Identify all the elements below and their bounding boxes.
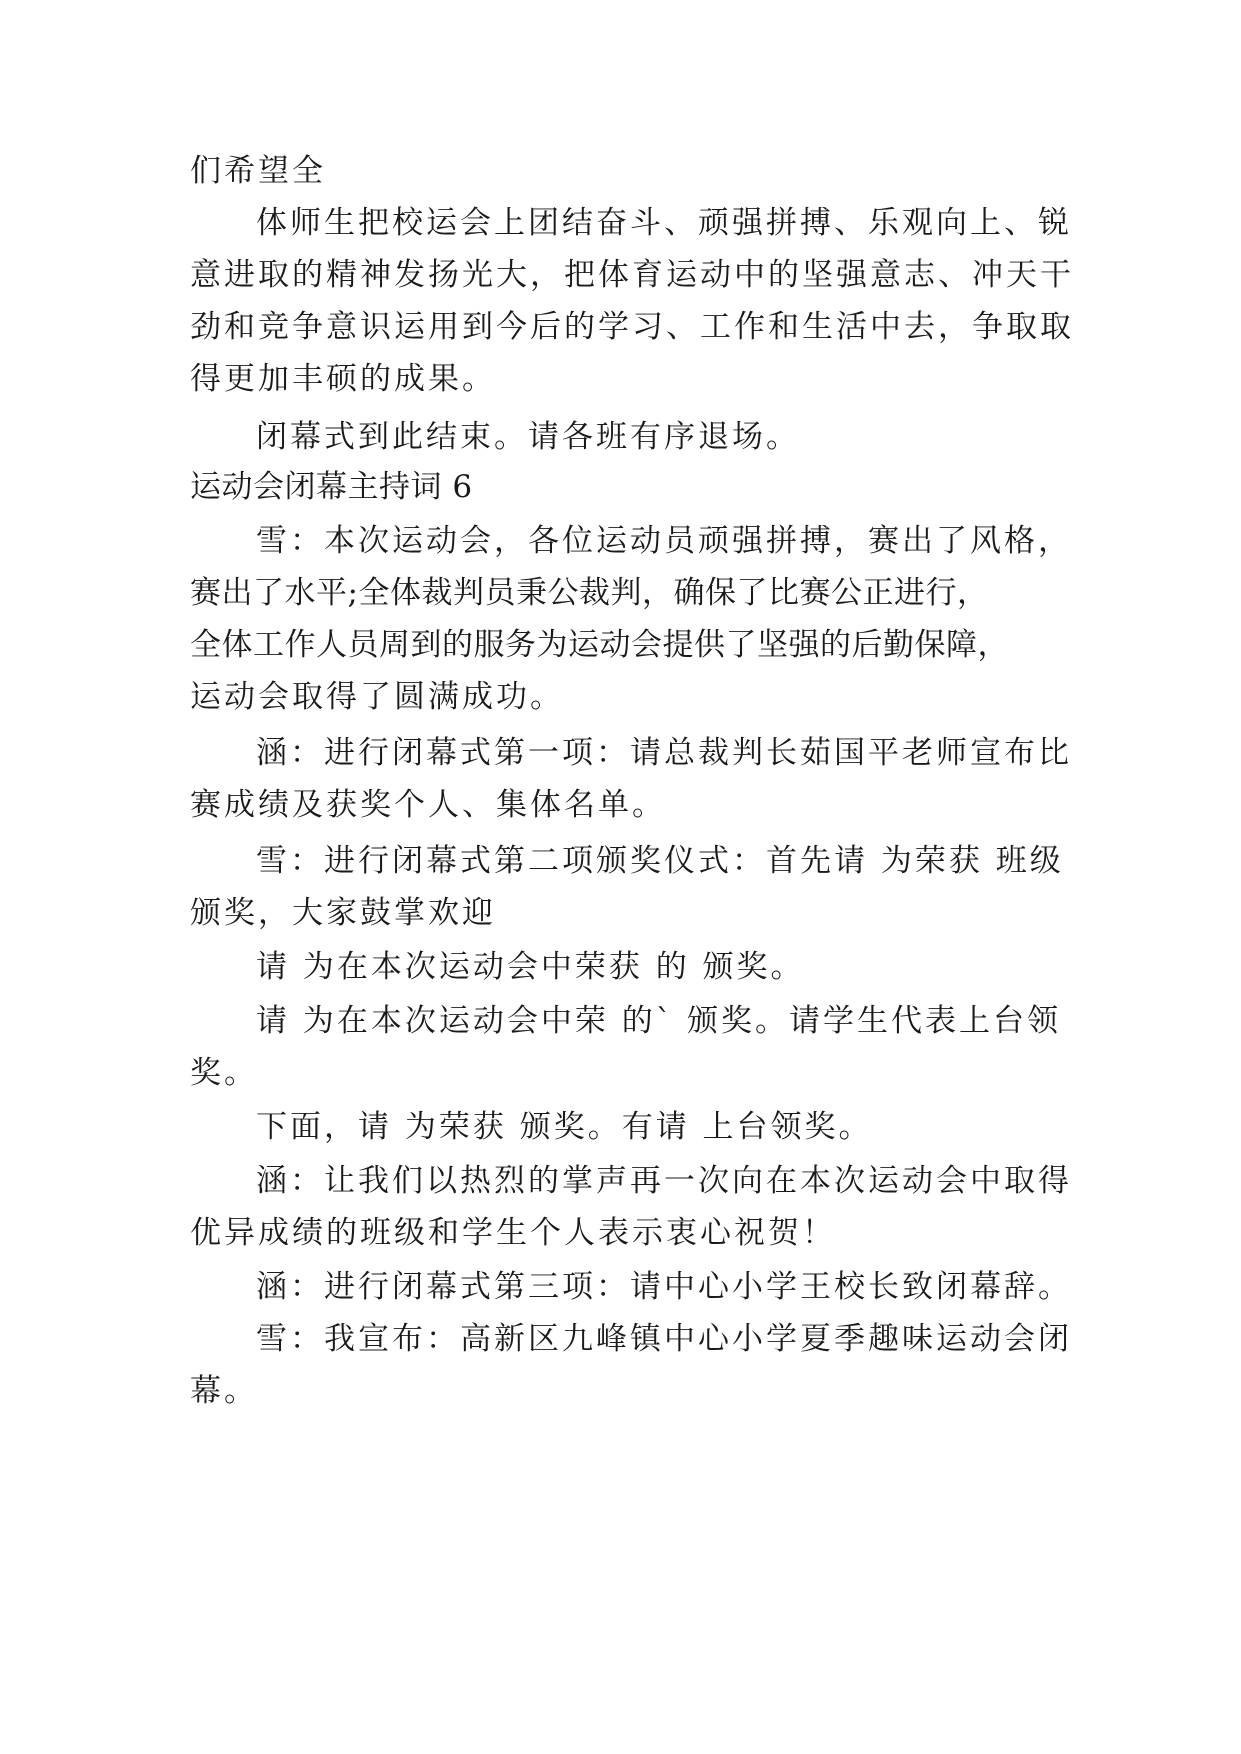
paragraph-line: 运动会取得了圆满成功。 bbox=[190, 679, 564, 715]
paragraph-line: 涵：进行闭幕式第一项：请总裁判长茹国平老师宣布比 bbox=[256, 735, 1072, 771]
paragraph-line: 请 为在本次运动会中荣 的` 颁奖。请学生代表上台领 bbox=[256, 1003, 1062, 1039]
paragraph-line: 涵：让我们以热烈的掌声再一次向在本次运动会中取得 bbox=[256, 1163, 1072, 1199]
paragraph-line: 赛成绩及获奖个人、集体名单。 bbox=[190, 787, 666, 823]
paragraph-line: 涵：进行闭幕式第三项：请中心小学王校长致闭幕辞。 bbox=[256, 1269, 1072, 1305]
paragraph-line: 幕。 bbox=[190, 1373, 258, 1409]
paragraph-line: 劲和竞争意识运用到今后的学习、工作和生活中去，争取取 bbox=[190, 309, 1074, 345]
paragraph-line: 雪：本次运动会，各位运动员顽强拼搏，赛出了风格， bbox=[256, 523, 1072, 559]
paragraph-line: 雪：进行闭幕式第二项颁奖仪式：首先请 为荣获 班级 bbox=[256, 843, 1064, 879]
paragraph-line: 雪：我宣布：高新区九峰镇中心小学夏季趣味运动会闭 bbox=[256, 1321, 1072, 1357]
paragraph-line: 意进取的精神发扬光大，把体育运动中的坚强意志、冲天干 bbox=[190, 257, 1074, 293]
section-heading: 运动会闭幕主持词 6 bbox=[190, 469, 473, 505]
paragraph-line: 下面，请 为荣获 颁奖。有请 上台领奖。 bbox=[256, 1109, 873, 1145]
paragraph-line: 得更加丰硕的成果。 bbox=[190, 361, 496, 397]
paragraph-line: 体师生把校运会上团结奋斗、顽强拼搏、乐观向上、锐 bbox=[256, 205, 1072, 241]
paragraph-line: 奖。 bbox=[190, 1055, 258, 1091]
paragraph-line: 赛出了水平;全体裁判员秉公裁判，确保了比赛公正进行， bbox=[190, 575, 989, 611]
paragraph-line: 优异成绩的班级和学生个人表示衷心祝贺！ bbox=[190, 1215, 836, 1251]
paragraph-line: 颁奖，大家鼓掌欢迎 bbox=[190, 895, 496, 931]
paragraph-line: 闭幕式到此结束。请各班有序退场。 bbox=[256, 419, 800, 455]
paragraph-line: 请 为在本次运动会中荣获 的 颁奖。 bbox=[256, 949, 805, 985]
paragraph-line: 全体工作人员周到的服务为运动会提供了坚强的后勤保障， bbox=[190, 627, 1009, 663]
text-line: 们希望全 bbox=[190, 153, 326, 189]
